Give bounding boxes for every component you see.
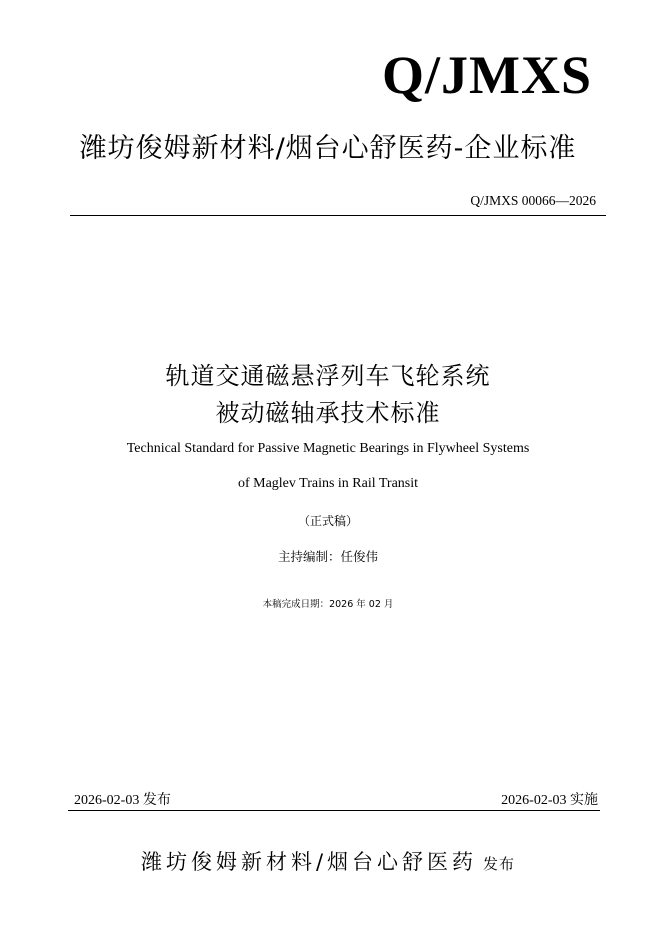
organization-title: 潍坊俊姆新材料/烟台心舒医药-企业标准 [79,133,577,164]
chief-editor: 主持编制：任俊伟 [277,549,378,564]
title-chinese-line-1: 轨道交通磁悬浮列车飞轮系统 [165,362,491,390]
footer-divider [68,810,600,811]
title-english-line-1: Technical Standard for Passive Magnetic Bearings in Flywheel Systems [126,441,530,456]
completion-date: 本稿完成日期：2026 年 02 月 [262,599,394,610]
implementation-date: 2026-02-03 实施 [501,793,598,808]
publisher-suffix: 发布 [483,855,516,873]
publisher-line [0,846,656,876]
title-english-line-2: of Maglev Trains in Rail Transit [237,476,419,491]
header-divider [70,215,606,216]
draft-status: （正式稿） [297,514,358,528]
title-chinese-line-2: 被动磁轴承技术标准 [215,399,441,427]
standard-number: Q/JMXS 00066—2026 [470,193,596,208]
standard-code-heading: Q/JMXS [381,45,592,105]
issue-date: 2026-02-03 发布 [74,793,171,808]
publisher-name: 潍坊俊姆新材料/烟台心舒医药 [140,850,478,874]
